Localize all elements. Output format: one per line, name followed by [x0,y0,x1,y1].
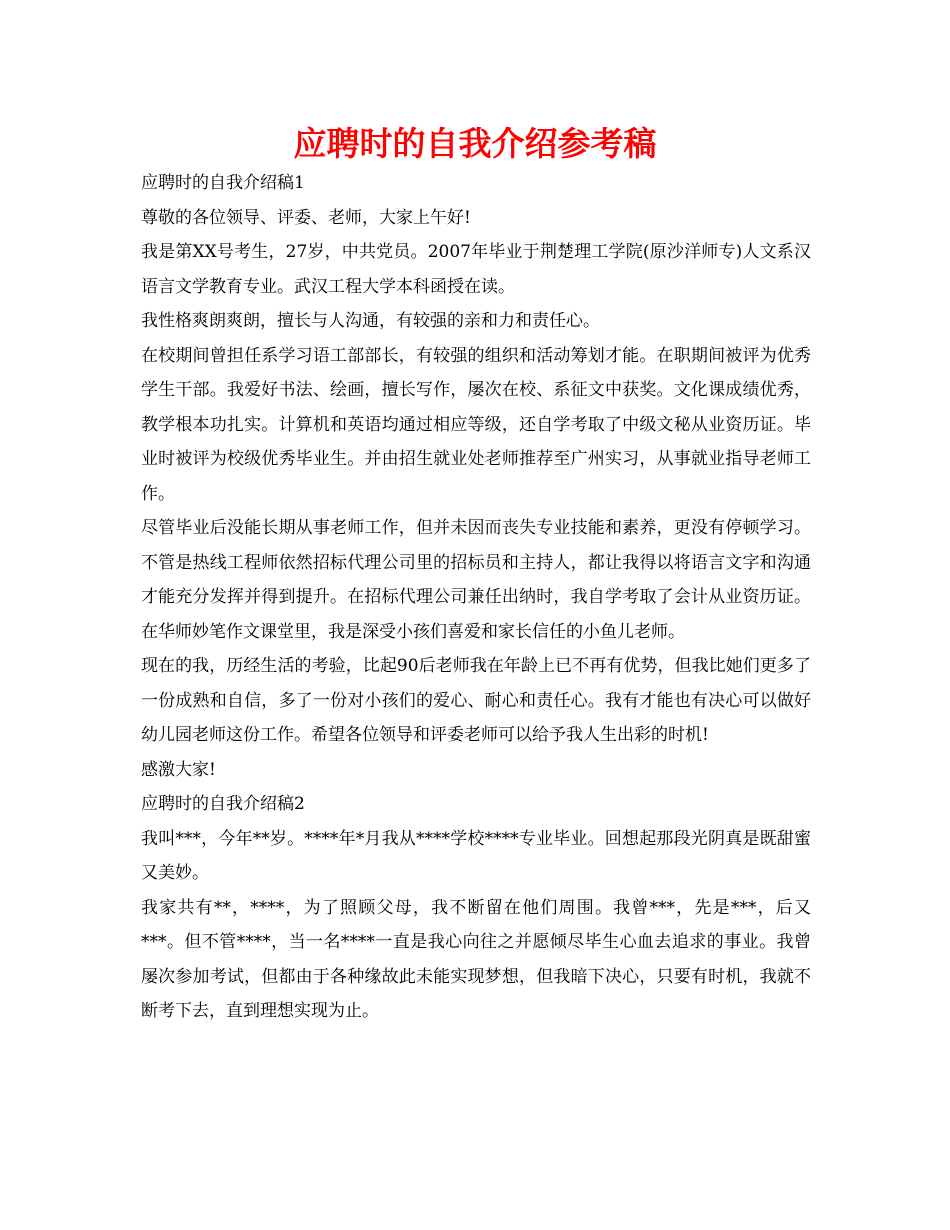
paragraph-current-self: 现在的我，历经生活的考验，比起90后老师我在年龄上已不再有优势，但我比她们更多了一份成熟和自信，多了一份对小孩们的爱心、耐心和责任心。我有才能也有决心可以做好幼儿园老师这份工作。希望各位领导和评委老师可以给予我人生出彩的时机! [141,656,811,745]
paragraph-greeting: 尊敬的各位领导、评委、老师，大家上午好! [141,207,471,228]
paragraph-work-experience: 尽管毕业后没能长期从事老师工作，但并未因而丧失专业技能和素养，更没有停顿学习。不管是热线工程师依然招标代理公司里的招标员和主持人，都让我得以将语言文字和沟通才能充分发挥并得到提升。在招标代理公司兼任出纳时，我自学考取了会计从业资历证。在华师妙笔作文课堂里，我是深受小孩们喜爱和家长信任的小鱼儿老师。 [141,518,811,642]
paragraph-background: 我是第XX号考生，27岁，中共党员。2007年毕业于荆楚理工学院(原沙洋师专)人文系汉语言文学教育专业。武汉工程大学本科函授在读。 [141,242,811,297]
paragraph-school-experience: 在校期间曾担任系学习语工部部长，有较强的组织和活动筹划才能。在职期间被评为优秀学生干部。我爱好书法、绘画，擅长写作，屡次在校、系征文中获奖。文化课成绩优秀，教学根本功扎实。计算机和英语均通过相应等级，还自学考取了中级文秘从业资历证。毕业时被评为校级优秀毕业生。并由招生就业处老师推荐至广州实习，从事就业指导老师工作。 [141,345,811,504]
paragraph-heading-1: 应聘时的自我介绍稿1 [141,173,305,193]
paragraph-heading-2: 应聘时的自我介绍稿2 [141,794,305,814]
document-body [141,166,811,1029]
document-title: 应聘时的自我介绍参考稿 [293,124,657,163]
paragraph-introduction: 我叫***，今年**岁。****年*月我从****学校****专业毕业。回想起那段光阴真是既甜蜜又美妙。 [141,828,811,883]
paragraph-personality: 我性格爽朗爽朗，擅长与人沟通，有较强的亲和力和责任心。 [141,311,600,331]
paragraph-family: 我家共有**，****，为了照顾父母，我不断留在他们周围。我曾***，先是***，后又***。但不管****，当一名****一直是我心向往之并愿倾尽毕生心血去追求的事业。我曾屡次参加考试，但都由于各种缘故此未能实现梦想，但我暗下决心，只要有时机，我就不断考下去，直到理想实现为止。 [141,897,811,1021]
paragraph-thanks: 感激大家! [141,759,216,780]
